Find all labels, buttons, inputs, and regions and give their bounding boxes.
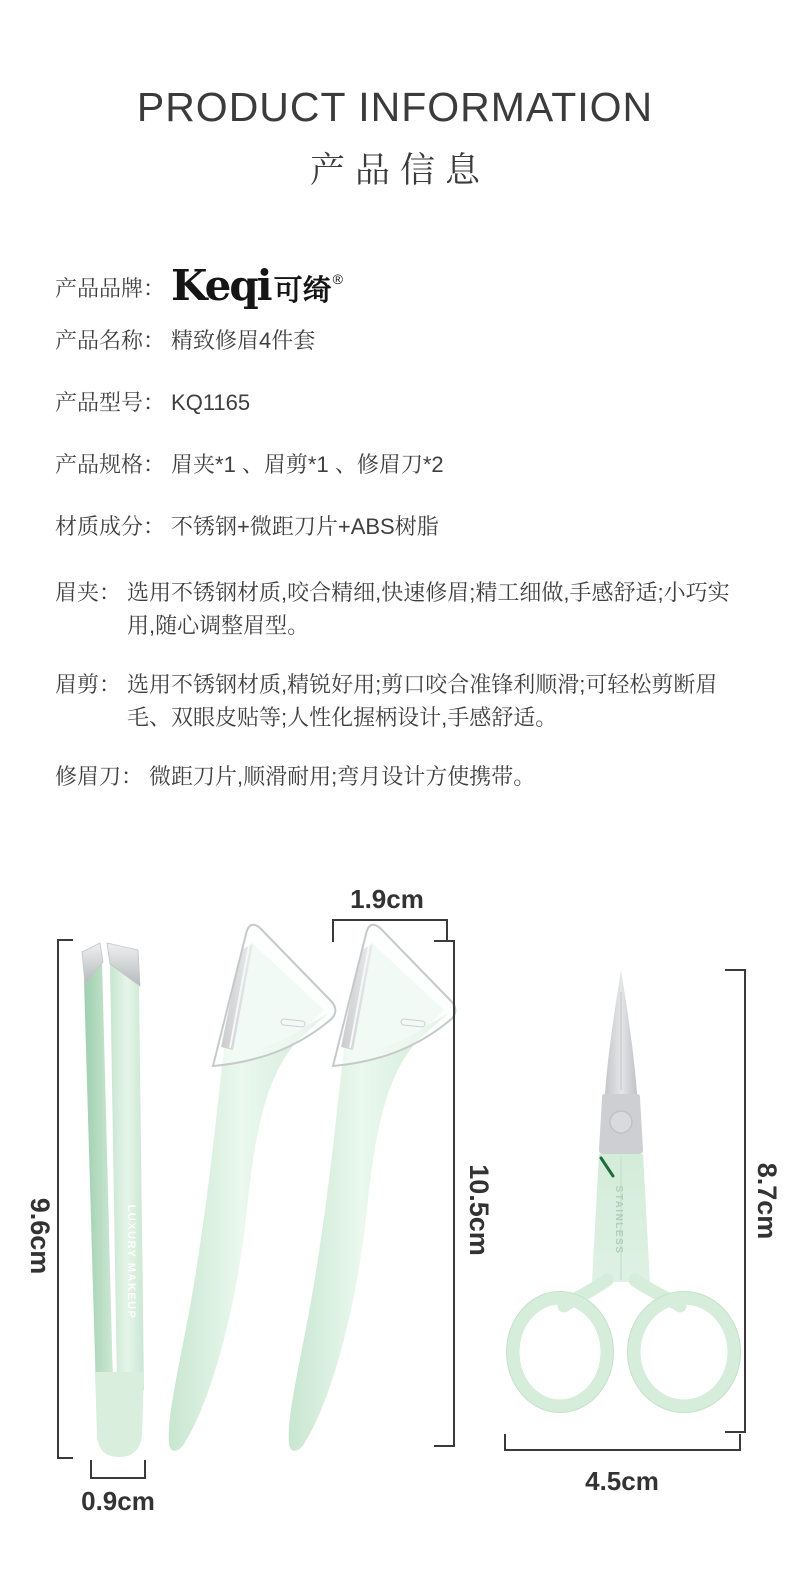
spec-value: 精致修眉4件套: [171, 328, 316, 353]
brand-row: [55, 260, 745, 314]
spec-row-model: [55, 390, 745, 416]
brand-logo: [171, 261, 343, 310]
desc-row-scissors: [55, 668, 745, 734]
dimension-bracket-tweezers-width: [91, 1460, 145, 1478]
registered-trademark-mark: ®: [332, 271, 343, 287]
razor-height-label: 10.5cm: [464, 1164, 494, 1256]
spec-value: 不锈钢+微距刀片+ABS树脂: [171, 514, 439, 539]
brand-name-zh: 可绮: [273, 275, 332, 307]
brand-label: 产品品牌：: [55, 275, 166, 301]
spec-row-product-name: [55, 328, 745, 354]
spec-row-material: [55, 514, 745, 540]
desc-row-tweezers: [55, 576, 745, 642]
product-info-list: [55, 260, 745, 819]
spec-value: KQ1165: [171, 390, 251, 415]
header: [0, 84, 790, 193]
spec-label: 产品型号：: [55, 390, 166, 415]
desc-label: 修眉刀：: [55, 764, 144, 789]
spec-value: 眉夹*1 、眉剪*1 、修眉刀*2: [171, 452, 444, 477]
brand-name-en: Keqi: [171, 261, 271, 310]
desc-label: 眉剪：: [55, 672, 122, 697]
razor-width-label: 1.9cm: [350, 884, 424, 914]
tweezers-width-label: 0.9cm: [81, 1486, 155, 1516]
scissors-width-label: 4.5cm: [585, 1466, 659, 1496]
desc-value: 选用不锈钢材质,精锐好用;剪口咬合准锋利顺滑;可轻松剪断眉毛、双眼皮贴等;人性化握柄设计,手感舒适。: [127, 672, 718, 730]
product-dimensions-illustration: [0, 880, 790, 1585]
desc-value: 微距刀片,顺滑耐用;弯月设计方使携带。: [149, 764, 536, 789]
page-title-en: PRODUCT INFORMATION: [136, 84, 654, 130]
scissors-illustration: [507, 970, 741, 1413]
desc-value: 选用不锈钢材质,咬合精细,快速修眉;精工细做,手感舒适;小巧实用,随心调整眉型。: [127, 580, 730, 638]
spec-label: 材质成分：: [55, 514, 166, 539]
tweezers-engraving: LUXURY MAKEUP: [125, 1204, 137, 1320]
spec-label: 产品名称：: [55, 328, 166, 353]
spec-row-contents: [55, 452, 745, 478]
scissors-engraving: STAINLESS: [613, 1185, 624, 1255]
tweezers-illustration: [82, 943, 144, 1457]
page-title-zh: 产品信息: [309, 151, 490, 190]
tweezers-height-label: 9.6cm: [25, 1197, 55, 1275]
scissors-height-label: 8.7cm: [752, 1162, 782, 1240]
desc-row-razor: [55, 760, 745, 793]
desc-label: 眉夹：: [55, 580, 122, 605]
dimension-bracket-scissors-width: [505, 1434, 740, 1450]
spec-label: 产品规格：: [55, 452, 166, 477]
dimension-line-tweezers-height: [58, 940, 73, 1458]
